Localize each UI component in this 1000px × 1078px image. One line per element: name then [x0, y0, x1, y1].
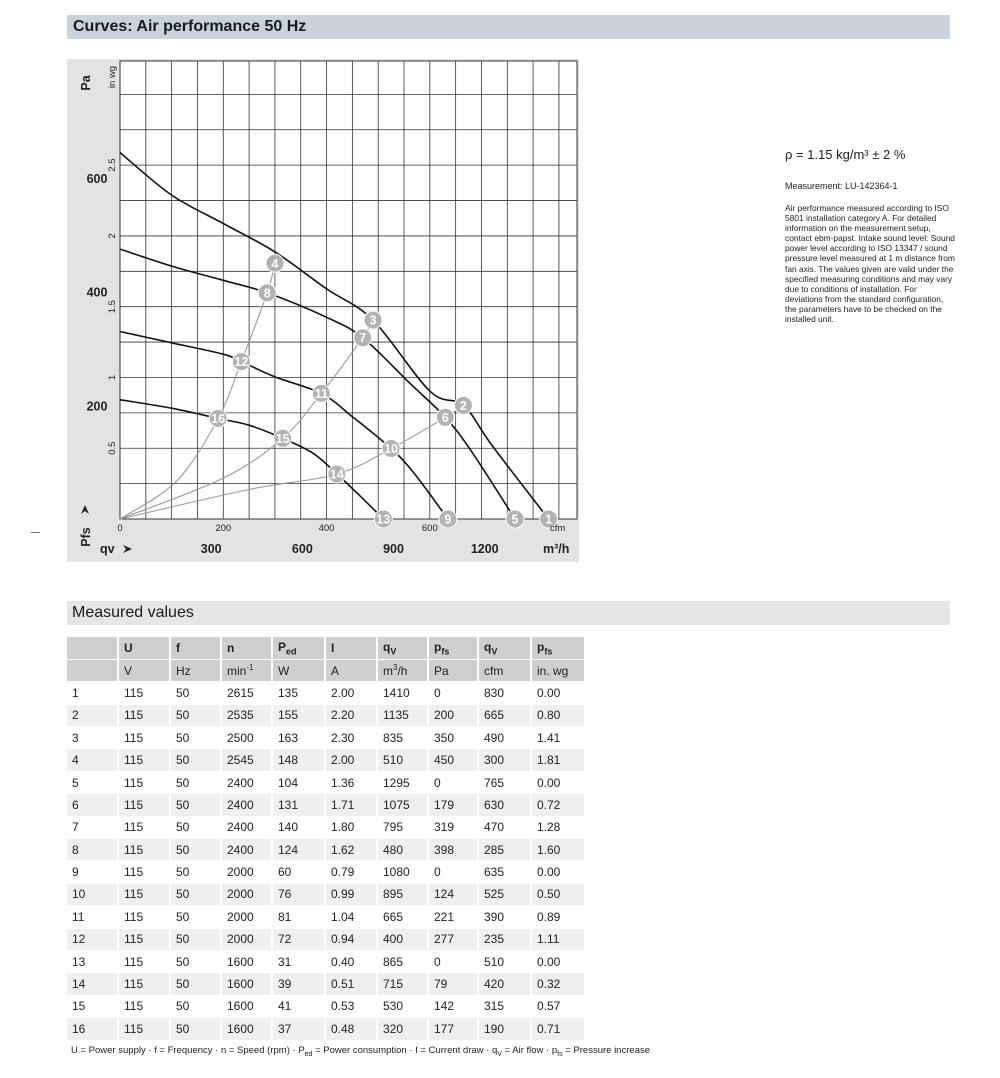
- table-cell: 277: [428, 928, 478, 950]
- table-cell: 50: [170, 839, 221, 861]
- table-cell: 115: [118, 1018, 170, 1040]
- point-label: 12: [234, 355, 249, 370]
- table-cell: 400: [377, 928, 428, 950]
- column-header: n: [221, 637, 272, 659]
- table-cell: 16: [67, 1018, 118, 1040]
- table-cell: 315: [478, 995, 531, 1017]
- table-cell: 2.30: [325, 727, 377, 749]
- x-tick-m3h: 300: [200, 542, 222, 556]
- column-unit: Hz: [170, 659, 221, 681]
- table-cell: 0: [428, 861, 478, 883]
- table-cell: 7: [67, 816, 118, 838]
- table-cell: 9: [67, 861, 118, 883]
- table-row: [67, 794, 585, 816]
- table-cell: 1.04: [325, 906, 377, 928]
- table-cell: 0: [428, 950, 478, 972]
- table-cell: 420: [478, 973, 531, 995]
- table-cell: 3: [67, 727, 118, 749]
- x-tick-cfm: 200: [215, 523, 232, 534]
- table-cell: 0.00: [531, 861, 585, 883]
- table-cell: 4: [67, 749, 118, 771]
- column-unit: W: [272, 659, 325, 681]
- table-cell: 795: [377, 816, 428, 838]
- measured-values-title: Measured values: [72, 604, 194, 621]
- table-cell: 115: [118, 749, 170, 771]
- table-cell: 2000: [221, 883, 272, 905]
- point-label: 15: [275, 431, 290, 446]
- table-cell: 76: [272, 883, 325, 905]
- table-cell: 1.81: [531, 749, 585, 771]
- table-cell: 1410: [377, 682, 428, 704]
- point-label: 6: [441, 410, 449, 425]
- table-row: [67, 839, 585, 861]
- table-cell: 1075: [377, 794, 428, 816]
- y-unit-inwg: in wg: [107, 65, 118, 89]
- table-cell: 6: [67, 794, 118, 816]
- table-footnote: U = Power supply · f = Frequency · n = Speed $(rpm) \cdot P_{ed}$ = Power consumption · I = Current draw · $q_V$ = Air flow · $p_{fs}$ = Pressure increase: [71, 1045, 650, 1058]
- operating-point-8: [258, 284, 276, 302]
- x-unit-cfm: cfm: [550, 523, 566, 534]
- table-cell: 140: [272, 816, 325, 838]
- y-tick-inwg: 1: [107, 374, 118, 381]
- table-cell: 81: [272, 906, 325, 928]
- table-cell: 124: [428, 883, 478, 905]
- table-cell: 835: [377, 727, 428, 749]
- table-cell: 320: [377, 1018, 428, 1040]
- table-cell: 1: [67, 682, 118, 704]
- y-unit-pa: Pa: [79, 75, 93, 91]
- column-header: f: [170, 637, 221, 659]
- measured-values-table: [67, 637, 586, 1041]
- table-cell: 60: [272, 861, 325, 883]
- column-unit: V: [118, 659, 170, 681]
- curves-header-bar: [67, 15, 950, 39]
- table-cell: 319: [428, 816, 478, 838]
- x-axis-arrow: [123, 545, 132, 553]
- table-cell: 115: [118, 682, 170, 704]
- column-header-sub: fs: [544, 646, 553, 657]
- table-cell: 285: [478, 839, 531, 861]
- table-row: [67, 771, 585, 793]
- table-cell: 1135: [377, 704, 428, 726]
- operating-point-12: [232, 353, 250, 371]
- column-unit: Pa: [428, 659, 478, 681]
- footnote-sub: fs: [557, 1050, 563, 1058]
- operating-point-4: [266, 254, 284, 272]
- table-cell: 13: [67, 950, 118, 972]
- table-cell: 2400: [221, 839, 272, 861]
- air-performance-chart: [67, 59, 579, 562]
- measurement-description: Air performance measured according to ISO 5801 installation category A. For detailed information on the measurement setup, contact ebm-papst. Intake sound level: Sound power level according to ISO 13347 / sound pressure level measured at 1 m distance from fan axis. The values given are valid under the specified measuring conditions and may vary due to conditions of installation. For deviations from the standard configuration, the parameters have to be checked on the installed unit.: [785, 203, 955, 325]
- table-cell: 1.36: [325, 771, 377, 793]
- table-cell: 2535: [221, 704, 272, 726]
- table-cell: 0: [428, 771, 478, 793]
- column-unit: in. wg: [531, 659, 585, 681]
- table-cell: 50: [170, 973, 221, 995]
- table-cell: 1600: [221, 1018, 272, 1040]
- table-cell: 50: [170, 928, 221, 950]
- column-unit: A: [325, 659, 377, 681]
- table-cell: 115: [118, 816, 170, 838]
- y-tick-pa: 600: [86, 172, 108, 187]
- point-label: 16: [211, 411, 226, 426]
- table-cell: 235: [478, 928, 531, 950]
- table-cell: 0.80: [531, 704, 585, 726]
- table-cell: 1295: [377, 771, 428, 793]
- table-cell: 115: [118, 794, 170, 816]
- table-row: [67, 861, 585, 883]
- point-label: 11: [314, 386, 328, 401]
- table-cell: 2400: [221, 771, 272, 793]
- table-cell: 0.53: [325, 995, 377, 1017]
- table-cell: 200: [428, 704, 478, 726]
- x-tick-cfm: 0: [117, 523, 123, 534]
- table-row: [67, 704, 585, 726]
- x-tick-m3h: 900: [383, 542, 404, 556]
- point-label: 5: [511, 512, 519, 527]
- table-cell: 0.40: [325, 950, 377, 972]
- y-tick-pa: 200: [86, 399, 108, 414]
- table-cell: 50: [170, 749, 221, 771]
- table-cell: 0.71: [531, 1018, 585, 1040]
- table-cell: 5: [67, 771, 118, 793]
- table-cell: 131: [272, 794, 325, 816]
- operating-point-5: [506, 510, 524, 528]
- point-label: 10: [384, 442, 399, 457]
- table-cell: 142: [428, 995, 478, 1017]
- operating-point-7: [354, 329, 372, 347]
- table-cell: 1600: [221, 950, 272, 972]
- table-cell: 2: [67, 704, 118, 726]
- table-cell: 1600: [221, 995, 272, 1017]
- table-cell: 0.99: [325, 883, 377, 905]
- column-header: [67, 637, 118, 659]
- table-cell: 50: [170, 682, 221, 704]
- table-cell: 635: [478, 861, 531, 883]
- table-cell: 0.57: [531, 995, 585, 1017]
- table-cell: 163: [272, 727, 325, 749]
- table-cell: 50: [170, 906, 221, 928]
- table-cell: 0.48: [325, 1018, 377, 1040]
- table-cell: 135: [272, 682, 325, 704]
- table-cell: 1080: [377, 861, 428, 883]
- operating-point-11: [312, 384, 330, 402]
- table-cell: 525: [478, 883, 531, 905]
- table-cell: 115: [118, 995, 170, 1017]
- table-cell: 115: [118, 928, 170, 950]
- table-cell: 2.00: [325, 682, 377, 704]
- footnote-sub: V: [497, 1050, 502, 1058]
- table-cell: 0.94: [325, 928, 377, 950]
- table-cell: 50: [170, 861, 221, 883]
- table-cell: 39: [272, 973, 325, 995]
- table-cell: 115: [118, 727, 170, 749]
- table-cell: 115: [118, 973, 170, 995]
- table-cell: 50: [170, 794, 221, 816]
- table-cell: 50: [170, 727, 221, 749]
- table-cell: 1.80: [325, 816, 377, 838]
- table-cell: 50: [170, 771, 221, 793]
- table-cell: 2615: [221, 682, 272, 704]
- table-cell: 115: [118, 950, 170, 972]
- table-cell: 124: [272, 839, 325, 861]
- table-cell: 398: [428, 839, 478, 861]
- x-tick-cfm: 600: [421, 523, 438, 534]
- y-tick-pa: 400: [86, 285, 108, 300]
- table-cell: 1.41: [531, 727, 585, 749]
- table-cell: 830: [478, 682, 531, 704]
- table-cell: 50: [170, 704, 221, 726]
- curves-title: Curves: Air performance 50 Hz: [73, 18, 307, 35]
- column-header-sub: V: [491, 646, 498, 657]
- column-header-sub: fs: [441, 646, 450, 657]
- measurement-id: Measurement: LU-142364-1: [785, 181, 898, 191]
- table-cell: 50: [170, 883, 221, 905]
- y-tick-inwg: 0.5: [107, 441, 118, 455]
- chart-panel: [67, 59, 579, 562]
- column-header: $q_V$: [478, 637, 531, 659]
- table-cell: 510: [377, 749, 428, 771]
- table-cell: 50: [170, 950, 221, 972]
- table-cell: 2000: [221, 928, 272, 950]
- table-cell: 10: [67, 883, 118, 905]
- table-cell: 72: [272, 928, 325, 950]
- table-cell: 8: [67, 839, 118, 861]
- operating-point-13: [374, 510, 392, 528]
- table-cell: 155: [272, 704, 325, 726]
- table-cell: 470: [478, 816, 531, 838]
- measured-values-header-bar: [67, 601, 950, 625]
- table-cell: 2400: [221, 816, 272, 838]
- column-header: $P_{ed}$: [272, 637, 325, 659]
- y-tick-inwg: 2.5: [107, 158, 118, 172]
- table-header-row: [67, 637, 585, 659]
- table-cell: 12: [67, 928, 118, 950]
- table-cell: 0.89: [531, 906, 585, 928]
- column-header-sub: V: [390, 646, 397, 657]
- table-cell: 2000: [221, 906, 272, 928]
- divider-mark: [31, 532, 40, 533]
- point-label: 3: [369, 313, 377, 328]
- table-cell: 450: [428, 749, 478, 771]
- table-cell: 480: [377, 839, 428, 861]
- x-axis-label: qv: [100, 542, 115, 556]
- table-cell: 50: [170, 995, 221, 1017]
- column-unit: $\min^{-1}$: [221, 659, 272, 681]
- table-cell: 79: [428, 973, 478, 995]
- table-row: [67, 682, 585, 704]
- table-cell: 115: [118, 883, 170, 905]
- table-cell: 2500: [221, 727, 272, 749]
- table-cell: 50: [170, 1018, 221, 1040]
- table-cell: 0.00: [531, 771, 585, 793]
- table-cell: 530: [377, 995, 428, 1017]
- point-label: 9: [444, 512, 452, 527]
- column-header: U: [118, 637, 170, 659]
- operating-point-15: [274, 429, 292, 447]
- operating-point-3: [364, 311, 382, 329]
- table-cell: 31: [272, 950, 325, 972]
- table-cell: 2400: [221, 794, 272, 816]
- point-label: 7: [359, 331, 367, 346]
- operating-point-9: [439, 510, 457, 528]
- operating-point-6: [436, 408, 454, 426]
- table-row: [67, 816, 585, 838]
- operating-point-16: [209, 409, 227, 427]
- table-cell: 0.72: [531, 794, 585, 816]
- y-axis-arrow: [81, 505, 89, 514]
- table-cell: 895: [377, 883, 428, 905]
- footnote-sub: ed: [304, 1050, 313, 1058]
- table-cell: 0.32: [531, 973, 585, 995]
- table-row: [67, 906, 585, 928]
- table-cell: 2.20: [325, 704, 377, 726]
- table-cell: 2545: [221, 749, 272, 771]
- table-cell: 1600: [221, 973, 272, 995]
- table-cell: 41: [272, 995, 325, 1017]
- point-label: 14: [329, 467, 344, 482]
- y-tick-inwg: 2: [107, 233, 118, 239]
- column-header: $q_V$: [377, 637, 428, 659]
- x-tick-m3h: 600: [291, 542, 313, 556]
- density-note: ρ = 1.15 kg/m³ ± 2 %: [785, 147, 906, 162]
- point-label: 2: [459, 398, 467, 413]
- table-cell: 665: [377, 906, 428, 928]
- table-cell: 630: [478, 794, 531, 816]
- table-row: [67, 749, 585, 771]
- table-cell: 115: [118, 771, 170, 793]
- table-cell: 2.00: [325, 749, 377, 771]
- table-row: [67, 928, 585, 950]
- table-cell: 115: [118, 704, 170, 726]
- x-unit-m3h: m³/h: [543, 542, 570, 556]
- table-cell: 865: [377, 950, 428, 972]
- table-row: [67, 973, 585, 995]
- table-row: [67, 1018, 585, 1040]
- table-unit-row: [67, 659, 585, 681]
- table-cell: 14: [67, 973, 118, 995]
- column-header: $p_{fs}$: [531, 637, 585, 659]
- y-axis-label: Pfs: [79, 527, 93, 547]
- table-cell: 0.50: [531, 883, 585, 905]
- table-cell: 510: [478, 950, 531, 972]
- column-unit: $m^3/h$: [377, 659, 428, 681]
- table-body: [67, 682, 585, 1040]
- table-cell: 104: [272, 771, 325, 793]
- table-cell: 0: [428, 682, 478, 704]
- table-cell: 15: [67, 995, 118, 1017]
- table-cell: 1.28: [531, 816, 585, 838]
- column-unit: cfm: [478, 659, 531, 681]
- table-cell: 0.79: [325, 861, 377, 883]
- operating-point-10: [382, 440, 400, 458]
- table-cell: 190: [478, 1018, 531, 1040]
- x-tick-cfm: 400: [318, 523, 335, 534]
- table-row: [67, 883, 585, 905]
- column-unit: [67, 659, 118, 681]
- column-unit-sup: 3: [393, 663, 398, 673]
- operating-point-14: [328, 465, 346, 483]
- table-cell: 300: [478, 749, 531, 771]
- table-row: [67, 995, 585, 1017]
- table-cell: 221: [428, 906, 478, 928]
- column-header: $p_{fs}$: [428, 637, 478, 659]
- table-cell: 115: [118, 839, 170, 861]
- table-cell: 390: [478, 906, 531, 928]
- y-tick-inwg: 1.5: [107, 300, 118, 314]
- table-cell: 50: [170, 816, 221, 838]
- table-cell: 1.60: [531, 839, 585, 861]
- table-cell: 0.00: [531, 682, 585, 704]
- operating-point-2: [454, 396, 472, 414]
- table-cell: 1.62: [325, 839, 377, 861]
- x-tick-m3h: 1200: [470, 542, 499, 556]
- point-label: 1: [545, 512, 553, 527]
- table-row: [67, 727, 585, 749]
- point-label: 13: [376, 512, 391, 527]
- point-label: 8: [263, 286, 271, 301]
- table-cell: 11: [67, 906, 118, 928]
- table-cell: 2000: [221, 861, 272, 883]
- table-cell: 665: [478, 704, 531, 726]
- table-cell: 37: [272, 1018, 325, 1040]
- point-label: 4: [271, 256, 279, 271]
- table-cell: 148: [272, 749, 325, 771]
- table-cell: 1.11: [531, 928, 585, 950]
- table-cell: 115: [118, 906, 170, 928]
- table-cell: 350: [428, 727, 478, 749]
- column-unit-sup: -1: [246, 663, 254, 673]
- table-cell: 177: [428, 1018, 478, 1040]
- table-cell: 765: [478, 771, 531, 793]
- column-header: I: [325, 637, 377, 659]
- table-cell: 0.51: [325, 973, 377, 995]
- table-cell: 1.71: [325, 794, 377, 816]
- column-header-sub: ed: [286, 646, 297, 657]
- table-cell: 179: [428, 794, 478, 816]
- table-row: [67, 950, 585, 972]
- table-cell: 490: [478, 727, 531, 749]
- table-cell: 0.00: [531, 950, 585, 972]
- table-cell: 715: [377, 973, 428, 995]
- table-cell: 115: [118, 861, 170, 883]
